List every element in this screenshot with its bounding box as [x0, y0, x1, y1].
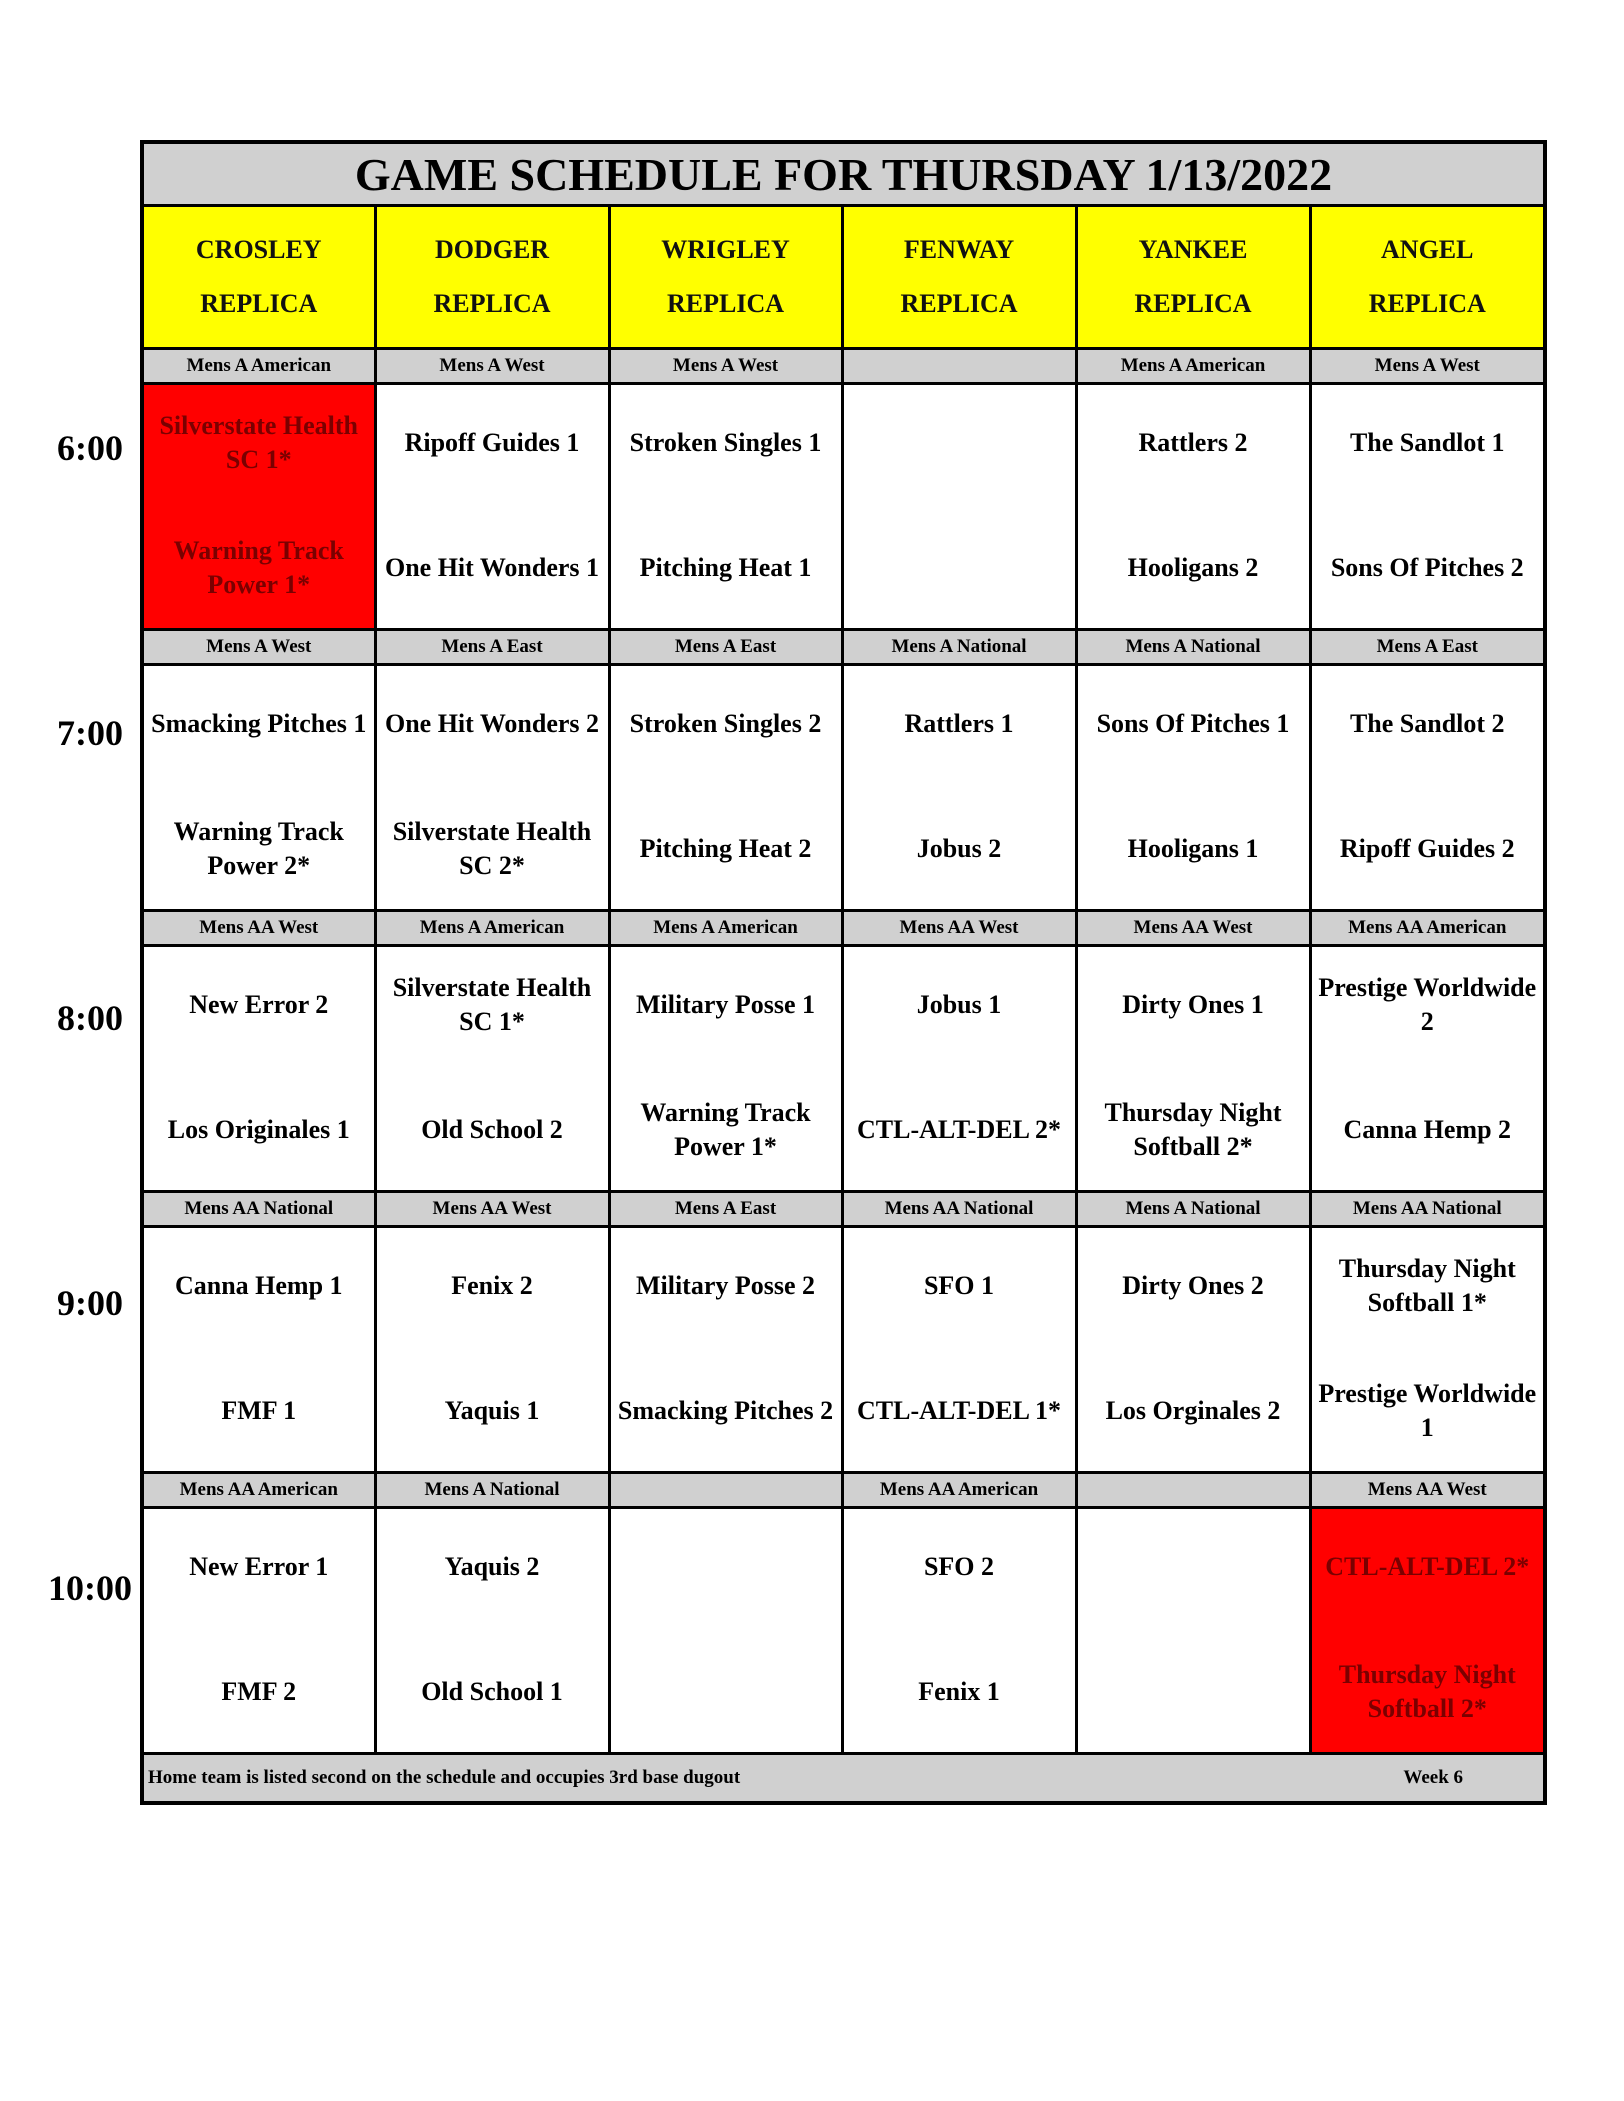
division-label [842, 349, 1076, 384]
field-subtitle: REPLICA [1134, 289, 1252, 318]
home-team: Hooligans 2 [1127, 553, 1259, 582]
division-label: Mens AA American [142, 1473, 375, 1508]
home-team: Jobus 2 [916, 834, 1002, 863]
game-cell [1310, 1508, 1545, 1754]
home-team: Old School 1 [421, 1677, 563, 1706]
home-team: Pitching Heat 1 [639, 553, 812, 582]
division-label: Mens AA West [1076, 911, 1310, 946]
home-team: Los Orginales 2 [1105, 1396, 1281, 1425]
time-label: 10:00 [48, 1568, 132, 1608]
time-label: 8:00 [57, 998, 123, 1038]
division-label: Mens AA West [142, 911, 375, 946]
away-team [611, 1527, 841, 1607]
game-row [142, 1508, 1545, 1754]
game-row [142, 665, 1545, 911]
division-label: Mens AA West [375, 1192, 609, 1227]
game-cell [142, 665, 375, 911]
game-cell [375, 946, 609, 1192]
away-team: Dirty Ones 2 [1122, 1271, 1264, 1300]
division-label [609, 1473, 842, 1508]
field-header-angel [1310, 206, 1545, 349]
division-label: Mens A West [609, 349, 842, 384]
home-team [1078, 1652, 1309, 1732]
game-cell [842, 1508, 1076, 1754]
division-label: Mens A National [375, 1473, 609, 1508]
division-label: Mens AA National [842, 1192, 1076, 1227]
away-team: Canna Hemp 1 [174, 1271, 343, 1300]
game-cell [842, 946, 1076, 1192]
field-name: WRIGLEY [661, 235, 790, 264]
home-team: Old School 2 [421, 1115, 563, 1144]
division-label: Mens AA National [1310, 1192, 1545, 1227]
schedule-footer [142, 1754, 1545, 1804]
division-row [142, 349, 1545, 384]
away-team: The Sandlot 2 [1349, 709, 1505, 738]
away-team: Smacking Pitches 1 [151, 709, 367, 738]
division-label: Mens AA National [142, 1192, 375, 1227]
home-team: Canna Hemp 2 [1343, 1115, 1512, 1144]
field-header-fenway [842, 206, 1076, 349]
away-team: One Hit Wonders 2 [384, 709, 600, 738]
away-team [1078, 1527, 1309, 1607]
division-label: Mens A East [609, 630, 842, 665]
time-label: 7:00 [57, 713, 123, 753]
division-label: Mens AA West [842, 911, 1076, 946]
home-team: Prestige Worldwide 1 [1318, 1379, 1537, 1442]
game-cell [1076, 384, 1310, 630]
schedule-title: GAME SCHEDULE FOR THURSDAY 1/13/2022 [142, 142, 1545, 206]
game-row [142, 1227, 1545, 1473]
field-header-crosley [142, 206, 375, 349]
time-label: 9:00 [57, 1283, 123, 1323]
game-cell [375, 1508, 609, 1754]
home-team: Warning Track Power 1* [173, 536, 344, 599]
away-team: Jobus 1 [916, 990, 1002, 1019]
field-subtitle: REPLICA [900, 289, 1018, 318]
division-label: Mens AA American [842, 1473, 1076, 1508]
division-label [1076, 1473, 1310, 1508]
game-cell [609, 1227, 842, 1473]
game-cell [142, 1227, 375, 1473]
week-label: Week 6 [1403, 1767, 1464, 1788]
away-team: Silverstate Health SC 1* [159, 411, 359, 474]
game-cell [142, 384, 375, 630]
field-header-wrigley [609, 206, 842, 349]
away-team: Prestige Worldwide 2 [1318, 973, 1537, 1036]
schedule-table [140, 140, 1547, 1805]
home-team: FMF 1 [221, 1396, 297, 1425]
away-team: SFO 1 [923, 1271, 995, 1300]
away-team: Ripoff Guides 1 [404, 428, 580, 457]
away-team: Thursday Night Softball 1* [1338, 1254, 1516, 1317]
home-team: FMF 2 [221, 1677, 297, 1706]
division-label: Mens A East [609, 1192, 842, 1227]
field-subtitle: REPLICA [200, 289, 318, 318]
field-subtitle: REPLICA [433, 289, 551, 318]
game-cell [1076, 1508, 1310, 1754]
game-cell [375, 665, 609, 911]
field-name: FENWAY [903, 235, 1015, 264]
game-cell [1076, 946, 1310, 1192]
home-team: One Hit Wonders 1 [384, 553, 600, 582]
home-team: Sons Of Pitches 2 [1330, 553, 1524, 582]
division-label: Mens A American [609, 911, 842, 946]
away-team: Dirty Ones 1 [1122, 990, 1264, 1019]
game-cell [142, 1508, 375, 1754]
away-team: Sons Of Pitches 1 [1096, 709, 1290, 738]
game-row [142, 384, 1545, 630]
away-team: CTL-ALT-DEL 2* [1325, 1552, 1530, 1581]
home-team: Yaquis 1 [444, 1396, 540, 1425]
home-team [844, 528, 1075, 608]
game-cell [1310, 946, 1545, 1192]
field-name: CROSLEY [195, 235, 322, 264]
away-team: New Error 2 [189, 990, 329, 1019]
home-team: Thursday Night Softball 2* [1104, 1098, 1282, 1161]
division-row [142, 911, 1545, 946]
division-label: Mens A West [375, 349, 609, 384]
game-cell [609, 384, 842, 630]
division-label: Mens A National [1076, 630, 1310, 665]
division-label: Mens A National [1076, 1192, 1310, 1227]
away-team: Silverstate Health SC 1* [392, 973, 592, 1036]
away-team: Yaquis 2 [444, 1552, 540, 1581]
field-subtitle: REPLICA [666, 289, 784, 318]
division-label: Mens A West [142, 630, 375, 665]
division-label: Mens AA West [1310, 1473, 1545, 1508]
game-cell [609, 946, 842, 1192]
home-team: Warning Track Power 2* [173, 817, 344, 880]
game-cell [1310, 384, 1545, 630]
away-team: Rattlers 2 [1138, 428, 1248, 457]
game-cell [1076, 665, 1310, 911]
home-team: CTL-ALT-DEL 2* [857, 1115, 1061, 1144]
home-team: Warning Track Power 1* [640, 1098, 811, 1161]
division-label: Mens A East [375, 630, 609, 665]
away-team [844, 403, 1075, 483]
game-cell [1076, 1227, 1310, 1473]
division-label: Mens A National [842, 630, 1076, 665]
away-team: Rattlers 1 [904, 709, 1014, 738]
field-subtitle: REPLICA [1368, 289, 1486, 318]
home-team: Ripoff Guides 2 [1339, 834, 1515, 863]
division-label: Mens A American [142, 349, 375, 384]
home-team-note: Home team is listed second on the schedule and occupies 3rd base dugout [148, 1767, 741, 1788]
away-team: Stroken Singles 2 [629, 709, 822, 738]
game-cell [842, 665, 1076, 911]
game-cell [1310, 665, 1545, 911]
away-team: Fenix 2 [451, 1271, 533, 1300]
away-team: Military Posse 2 [635, 1271, 816, 1300]
home-team: Pitching Heat 2 [639, 834, 812, 863]
home-team: Los Originales 1 [167, 1115, 350, 1144]
home-team: Silverstate Health SC 2* [392, 817, 592, 880]
game-cell [142, 946, 375, 1192]
division-label: Mens A East [1310, 630, 1545, 665]
field-name: YANKEE [1138, 235, 1248, 264]
away-team: SFO 2 [923, 1552, 995, 1581]
game-cell [375, 1227, 609, 1473]
division-label: Mens A West [1310, 349, 1545, 384]
division-row [142, 1473, 1545, 1508]
game-cell [375, 384, 609, 630]
field-header-dodger [375, 206, 609, 349]
division-label: Mens AA American [1310, 911, 1545, 946]
field-name: ANGEL [1381, 235, 1474, 264]
division-label: Mens A American [375, 911, 609, 946]
division-row [142, 630, 1545, 665]
division-label: Mens A American [1076, 349, 1310, 384]
home-team: CTL-ALT-DEL 1* [857, 1396, 1061, 1425]
time-label: 6:00 [57, 428, 123, 468]
field-header-yankee [1076, 206, 1310, 349]
division-row [142, 1192, 1545, 1227]
home-team: Fenix 1 [918, 1677, 1000, 1706]
away-team: The Sandlot 1 [1349, 428, 1505, 457]
home-team: Hooligans 1 [1127, 834, 1259, 863]
field-name: DODGER [434, 235, 550, 264]
game-cell [842, 384, 1076, 630]
game-cell [609, 1508, 842, 1754]
away-team: New Error 1 [189, 1552, 329, 1581]
game-cell [1310, 1227, 1545, 1473]
home-team: Thursday Night Softball 2* [1338, 1660, 1516, 1723]
game-row [142, 946, 1545, 1192]
game-cell [609, 665, 842, 911]
away-team: Stroken Singles 1 [629, 428, 822, 457]
home-team [611, 1652, 841, 1732]
game-cell [842, 1227, 1076, 1473]
home-team: Smacking Pitches 2 [617, 1396, 834, 1425]
away-team: Military Posse 1 [635, 990, 816, 1019]
